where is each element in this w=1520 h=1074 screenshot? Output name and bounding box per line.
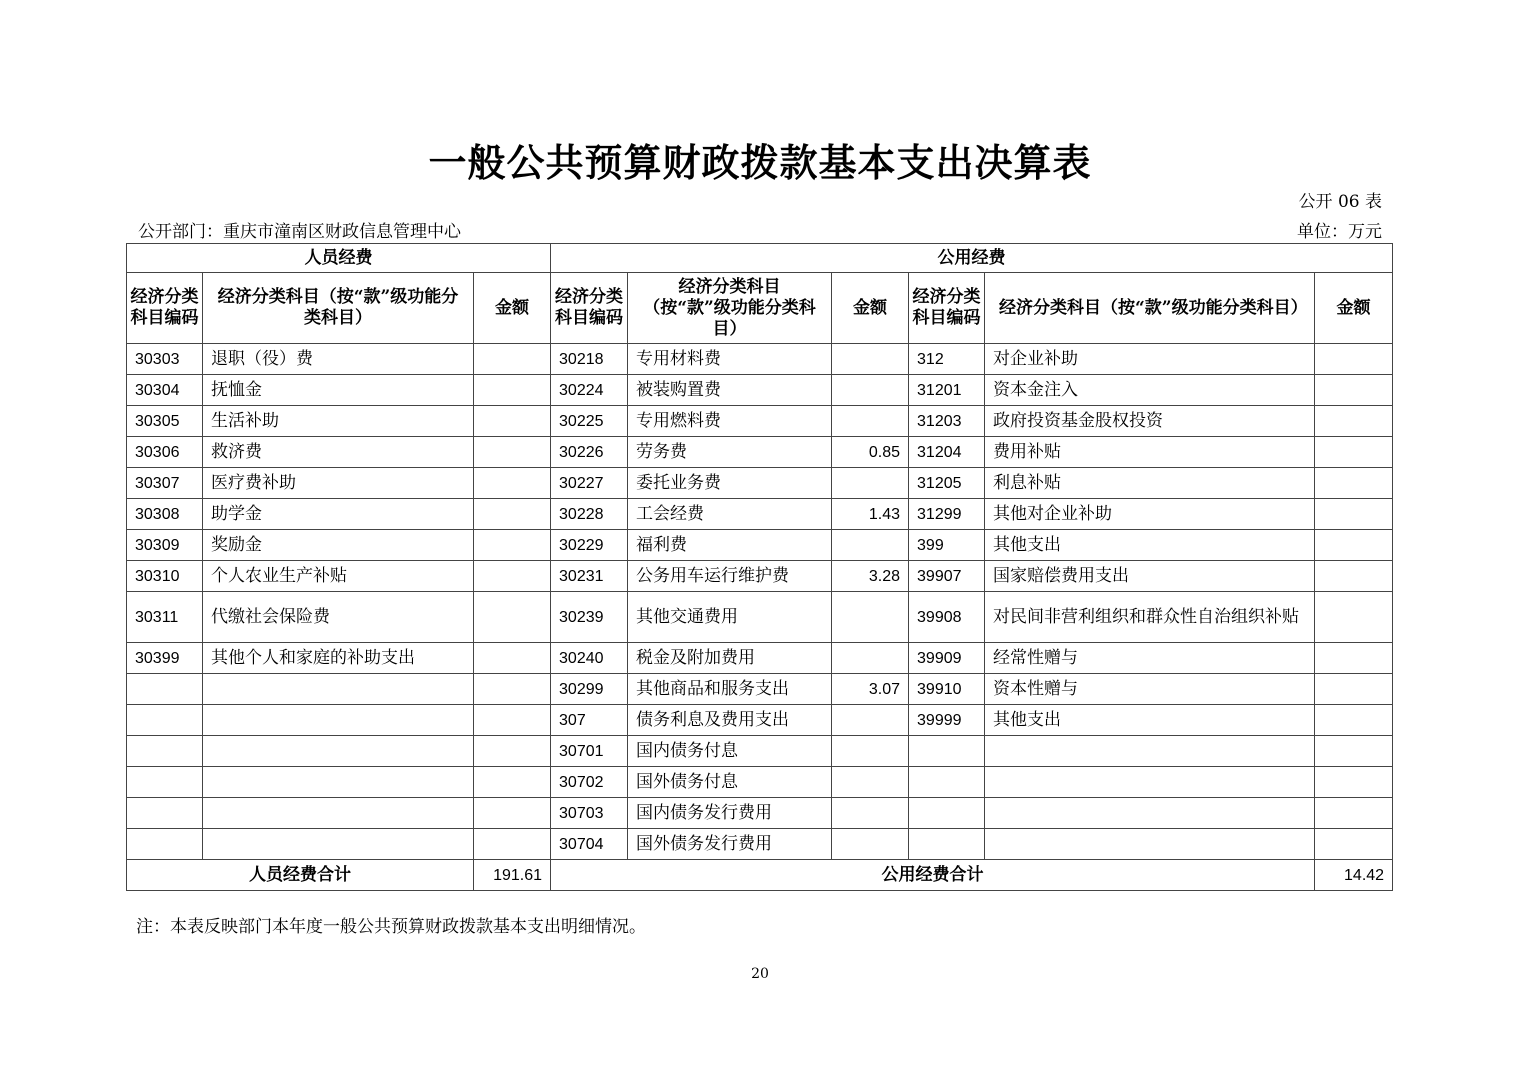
public-name: 福利费 [628, 530, 832, 561]
personnel-amount [474, 406, 551, 437]
public-amount [832, 592, 909, 643]
personnel-amount [474, 674, 551, 705]
personnel-code [127, 736, 203, 767]
public-name: 税金及附加费用 [628, 643, 832, 674]
public-name: 国内债务付息 [628, 736, 832, 767]
public-amount [1315, 643, 1393, 674]
public-code: 30702 [551, 767, 628, 798]
public-code: 39907 [909, 561, 985, 592]
public-name: 债务利息及费用支出 [628, 705, 832, 736]
table-row [127, 344, 1393, 375]
public-code: 31205 [909, 468, 985, 499]
public-amount [1315, 829, 1393, 860]
public-amount [1315, 798, 1393, 829]
personnel-amount [474, 561, 551, 592]
public-name: 资本性赠与 [985, 674, 1315, 705]
header-name: 经济分类科目（按“款”级功能分类科目） [203, 273, 474, 344]
personnel-amount [474, 530, 551, 561]
personnel-code: 30306 [127, 437, 203, 468]
table-row [127, 829, 1393, 860]
personnel-code [127, 705, 203, 736]
personnel-name [203, 736, 474, 767]
public-name: 对企业补助 [985, 344, 1315, 375]
public-code [909, 767, 985, 798]
public-code [909, 798, 985, 829]
public-name: 利息补贴 [985, 468, 1315, 499]
public-name: 劳务费 [628, 437, 832, 468]
public-code: 30218 [551, 344, 628, 375]
public-code: 39908 [909, 592, 985, 643]
personnel-name [203, 674, 474, 705]
public-name: 国内债务发行费用 [628, 798, 832, 829]
personnel-amount [474, 736, 551, 767]
personnel-code [127, 798, 203, 829]
public-amount [1315, 561, 1393, 592]
public-amount [832, 798, 909, 829]
table-row [127, 530, 1393, 561]
header-amount: 金额 [474, 273, 551, 344]
public-name: 专用材料费 [628, 344, 832, 375]
personnel-name [203, 798, 474, 829]
department-label: 公开部门：重庆市潼南区财政信息管理中心 [138, 222, 461, 242]
page-number: 20 [751, 966, 769, 982]
public-amount [832, 406, 909, 437]
table-row [127, 643, 1393, 674]
personnel-name: 医疗费补助 [203, 468, 474, 499]
column-header-row [127, 273, 1393, 344]
personnel-name: 代缴社会保险费 [203, 592, 474, 643]
personnel-name: 其他个人和家庭的补助支出 [203, 643, 474, 674]
personnel-amount [474, 643, 551, 674]
public-code: 30228 [551, 499, 628, 530]
totals-row [127, 860, 1393, 891]
personnel-amount [474, 705, 551, 736]
public-amount [1315, 344, 1393, 375]
personnel-amount [474, 375, 551, 406]
public-amount [1315, 530, 1393, 561]
public-total-amount: 14.42 [1315, 860, 1393, 891]
personnel-amount [474, 829, 551, 860]
table-row [127, 674, 1393, 705]
public-code [909, 829, 985, 860]
public-name [985, 736, 1315, 767]
section-personnel: 人员经费 [127, 244, 551, 273]
public-amount [832, 344, 909, 375]
personnel-amount [474, 437, 551, 468]
public-amount [1315, 767, 1393, 798]
personnel-code [127, 767, 203, 798]
public-code: 30226 [551, 437, 628, 468]
header-code: 经济分类科目编码 [909, 273, 985, 344]
public-code: 30701 [551, 736, 628, 767]
personnel-code: 30309 [127, 530, 203, 561]
public-code [909, 736, 985, 767]
table-row [127, 406, 1393, 437]
public-name: 国家赔偿费用支出 [985, 561, 1315, 592]
public-amount [1315, 437, 1393, 468]
public-name: 工会经费 [628, 499, 832, 530]
personnel-name: 助学金 [203, 499, 474, 530]
public-amount [1315, 499, 1393, 530]
public-name: 国外债务付息 [628, 767, 832, 798]
public-amount [832, 643, 909, 674]
expenditure-table [126, 243, 1393, 891]
personnel-code [127, 674, 203, 705]
table-row [127, 798, 1393, 829]
public-code: 30227 [551, 468, 628, 499]
public-amount [1315, 592, 1393, 643]
personnel-amount [474, 592, 551, 643]
public-amount [832, 530, 909, 561]
public-amount [832, 375, 909, 406]
table-row [127, 375, 1393, 406]
personnel-code: 30303 [127, 344, 203, 375]
personnel-amount [474, 468, 551, 499]
personnel-code [127, 829, 203, 860]
public-amount: 1.43 [832, 499, 909, 530]
personnel-name: 抚恤金 [203, 375, 474, 406]
personnel-name: 奖励金 [203, 530, 474, 561]
unit-label: 单位：万元 [1297, 222, 1382, 242]
header-name: 经济分类科目（按“款”级功能分类科目） [628, 273, 832, 344]
personnel-amount [474, 767, 551, 798]
public-total-label: 公用经费合计 [551, 860, 1315, 891]
public-code: 30231 [551, 561, 628, 592]
public-code: 31299 [909, 499, 985, 530]
public-code: 30229 [551, 530, 628, 561]
table-number: 公开 06 表 [1298, 192, 1382, 212]
table-row [127, 592, 1393, 643]
public-amount [832, 767, 909, 798]
public-code: 39909 [909, 643, 985, 674]
public-amount [1315, 705, 1393, 736]
table-row [127, 705, 1393, 736]
public-name: 资本金注入 [985, 375, 1315, 406]
public-name: 委托业务费 [628, 468, 832, 499]
personnel-code: 30308 [127, 499, 203, 530]
public-amount [832, 829, 909, 860]
header-code: 经济分类科目编码 [551, 273, 628, 344]
public-amount [1315, 674, 1393, 705]
personnel-code: 30307 [127, 468, 203, 499]
table-note: 注：本表反映部门本年度一般公共预算财政拨款基本支出明细情况。 [136, 917, 646, 937]
personnel-code: 30399 [127, 643, 203, 674]
public-name: 其他对企业补助 [985, 499, 1315, 530]
public-amount [832, 468, 909, 499]
public-name: 专用燃料费 [628, 406, 832, 437]
public-name: 公务用车运行维护费 [628, 561, 832, 592]
public-code: 31203 [909, 406, 985, 437]
public-name: 政府投资基金股权投资 [985, 406, 1315, 437]
personnel-name [203, 829, 474, 860]
personnel-amount [474, 798, 551, 829]
personnel-total-label: 人员经费合计 [127, 860, 474, 891]
public-code: 31201 [909, 375, 985, 406]
public-code: 30240 [551, 643, 628, 674]
personnel-name [203, 705, 474, 736]
public-code: 39910 [909, 674, 985, 705]
section-public: 公用经费 [551, 244, 1393, 273]
public-code: 30225 [551, 406, 628, 437]
table-row [127, 561, 1393, 592]
table-row [127, 736, 1393, 767]
public-code: 31204 [909, 437, 985, 468]
table-row [127, 767, 1393, 798]
personnel-name: 生活补助 [203, 406, 474, 437]
personnel-code: 30304 [127, 375, 203, 406]
personnel-amount [474, 499, 551, 530]
public-code: 30703 [551, 798, 628, 829]
public-name: 其他商品和服务支出 [628, 674, 832, 705]
personnel-name: 个人农业生产补贴 [203, 561, 474, 592]
public-code: 30239 [551, 592, 628, 643]
public-code: 39999 [909, 705, 985, 736]
public-name: 其他交通费用 [628, 592, 832, 643]
public-amount: 0.85 [832, 437, 909, 468]
public-name: 对民间非营利组织和群众性自治组织补贴 [985, 592, 1315, 643]
header-code: 经济分类科目编码 [127, 273, 203, 344]
public-amount: 3.07 [832, 674, 909, 705]
public-amount [1315, 375, 1393, 406]
personnel-amount [474, 344, 551, 375]
public-amount [1315, 468, 1393, 499]
table-row [127, 499, 1393, 530]
personnel-name: 退职（役）费 [203, 344, 474, 375]
public-code: 399 [909, 530, 985, 561]
public-amount [832, 705, 909, 736]
public-code: 30299 [551, 674, 628, 705]
public-amount: 3.28 [832, 561, 909, 592]
public-name [985, 767, 1315, 798]
public-name: 其他支出 [985, 705, 1315, 736]
table-row [127, 468, 1393, 499]
public-name: 被装购置费 [628, 375, 832, 406]
public-name: 经常性赠与 [985, 643, 1315, 674]
public-amount [832, 736, 909, 767]
page-title: 一般公共预算财政拨款基本支出决算表 [428, 140, 1092, 185]
public-name [985, 798, 1315, 829]
table-row [127, 437, 1393, 468]
header-amount: 金额 [832, 273, 909, 344]
public-name: 其他支出 [985, 530, 1315, 561]
personnel-total-amount: 191.61 [474, 860, 551, 891]
personnel-code: 30305 [127, 406, 203, 437]
personnel-code: 30310 [127, 561, 203, 592]
public-code: 30224 [551, 375, 628, 406]
public-code: 30704 [551, 829, 628, 860]
public-name [985, 829, 1315, 860]
header-name: 经济分类科目（按“款”级功能分类科目） [985, 273, 1315, 344]
public-name: 国外债务发行费用 [628, 829, 832, 860]
personnel-name: 救济费 [203, 437, 474, 468]
public-amount [1315, 736, 1393, 767]
public-name: 费用补贴 [985, 437, 1315, 468]
section-header-row [127, 244, 1393, 273]
public-code: 312 [909, 344, 985, 375]
personnel-code: 30311 [127, 592, 203, 643]
personnel-name [203, 767, 474, 798]
public-amount [1315, 406, 1393, 437]
public-code: 307 [551, 705, 628, 736]
header-amount: 金额 [1315, 273, 1393, 344]
